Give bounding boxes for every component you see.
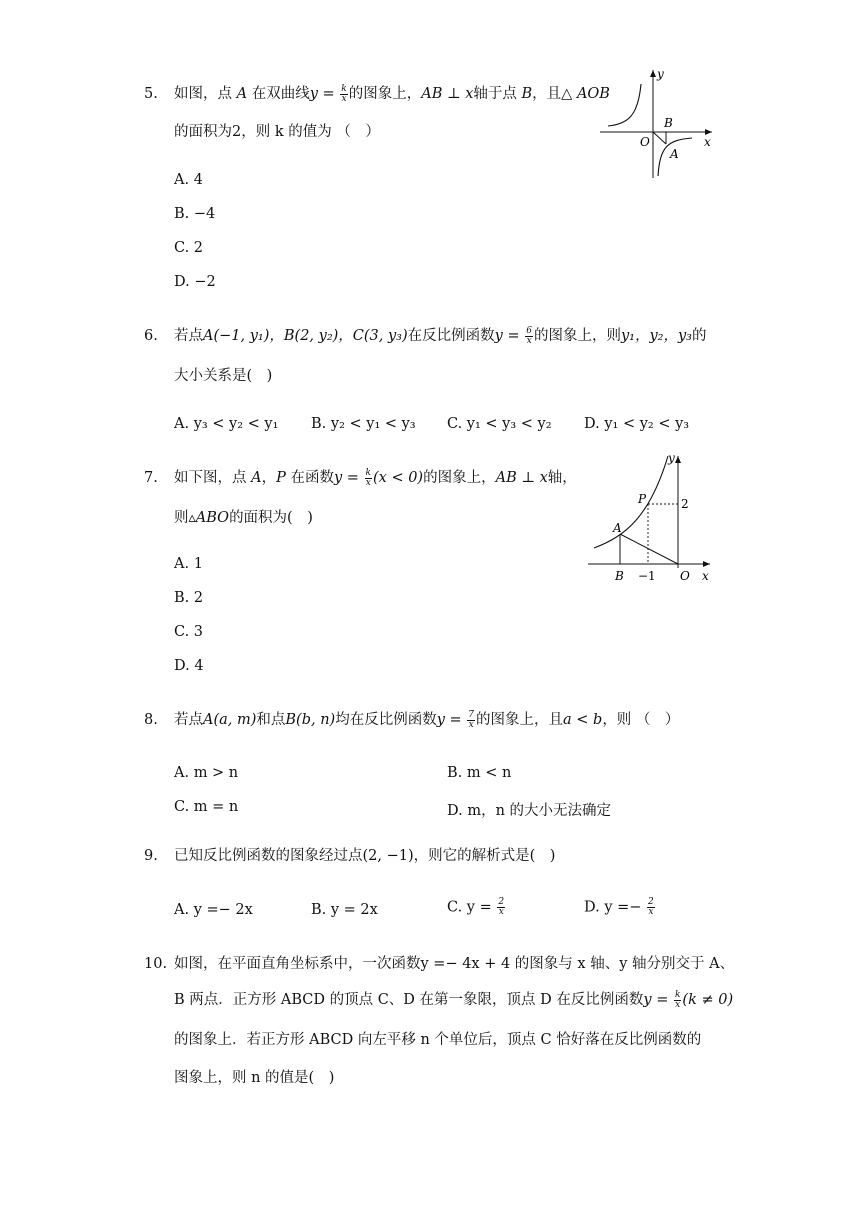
question-stem-line-3: 的图象上．若正方形 ABCD 向左平移 n 个单位后，顶点 C 恰好落在反比例函数的 [174,1032,702,1048]
svg-text:B: B [615,569,624,583]
question-stem-line-2: B 两点．正方形 ABCD 的顶点 C、D 在第一象限，顶点 D 在反比例函数y = $\frac{k}{x}$ (k ≠ 0) [174,989,734,1010]
hyperbola-figure-q5 [600,66,720,182]
option-a[interactable]: A. y₃ < y₂ < y₁ [174,416,279,432]
option-d[interactable]: D. −2 [174,274,216,290]
question-number: 8. [144,712,158,728]
fraction: $\frac{2}{x}$ [648,897,654,917]
question-stem-line-1: 若点A(a, m)和点B(b, n)均在反比例函数y = $\frac{7}{x}$ 的图象上，且a < b，则 （ ） [174,709,680,730]
option-b[interactable]: B. −4 [174,206,216,222]
option-b[interactable]: B. m < n [447,765,512,781]
svg-text:O: O [680,569,690,583]
svg-text:2: 2 [681,497,689,511]
svg-text:O: O [640,135,650,149]
question-number: 7. [144,470,158,486]
question-number: 9. [144,848,158,864]
svg-text:P: P [638,492,647,506]
question-stem-line-2: 的面积为2，则 k 的值为 （ ） [174,124,380,140]
option-d[interactable]: D. m，n 的大小无法确定 [447,803,612,819]
option-a[interactable]: A. m > n [174,765,239,781]
option-d[interactable]: D. y =− $\frac{2}{x}$ [584,897,654,917]
question-stem-line-1: 如图，在平面直角坐标系中，一次函数y =− 4x + 4 的图象与 x 轴、y 轴分别交于 A、 [174,956,735,972]
question-stem-line-1: 已知反比例函数的图象经过点(2, −1)，则它的解析式是( ) [174,848,556,864]
option-d[interactable]: D. 4 [174,658,204,674]
question-stem-line-4: 图象上，则 n 的值是( ) [174,1070,335,1086]
svg-text:y: y [657,67,664,81]
option-d[interactable]: D. y₁ < y₂ < y₃ [584,416,690,432]
svg-text:x: x [702,569,709,583]
fraction: $\frac{7}{x}$ [468,709,475,730]
option-a[interactable]: A. y =− 2x [174,902,253,918]
option-b[interactable]: B. y = 2x [311,902,378,918]
function-figure-q7 [586,450,718,586]
fraction: $\frac{2}{x}$ [498,897,505,917]
option-c[interactable]: C. 3 [174,624,204,640]
option-a[interactable]: A. 1 [174,556,203,572]
svg-text:−1: −1 [638,569,656,583]
option-c[interactable]: C. m = n [174,799,239,815]
question-stem-line-2: 则▵ABO的面积为( ) [174,510,313,526]
svg-text:B: B [664,116,673,130]
fraction: $\frac{k}{x}$ [674,989,681,1010]
question-number: 6. [144,328,158,344]
fraction: $\frac{6}{x}$ [526,325,532,346]
svg-text:x: x [704,135,711,149]
option-c[interactable]: C. y = $\frac{2}{x}$ [447,897,505,917]
option-a[interactable]: A. 4 [174,172,203,188]
question-stem-line-2: 大小关系是( ) [174,368,273,384]
fraction: $\frac{k}{x}$ [341,83,347,104]
question-number: 10. [144,956,168,972]
svg-text:A: A [670,147,679,161]
option-c[interactable]: C. y₁ < y₃ < y₂ [447,416,552,432]
option-b[interactable]: B. y₂ < y₁ < y₃ [311,416,416,432]
question-number: 5. [144,86,158,102]
question-stem-line-1: 若点A(−1, y₁)，B(2, y₂)，C(3, y₃)在反比例函数y = $\frac{6}{x}$ 的图象上，则y₁，y₂，y₃的 [174,325,707,346]
option-c[interactable]: C. 2 [174,240,204,256]
question-stem-line-1: 如图，点 A 在双曲线y = $\frac{k}{x}$ 的图象上，AB ⊥ x轴于点 B，且△ AOB [174,83,610,104]
option-b[interactable]: B. 2 [174,590,204,606]
question-stem-line-1: 如下图，点 A，P 在函数y = $\frac{k}{x}$ (x < 0)的图象上，AB ⊥ x轴， [174,467,577,488]
svg-text:y: y [668,451,675,465]
fraction: $\frac{k}{x}$ [365,467,371,488]
svg-text:A: A [613,521,622,535]
